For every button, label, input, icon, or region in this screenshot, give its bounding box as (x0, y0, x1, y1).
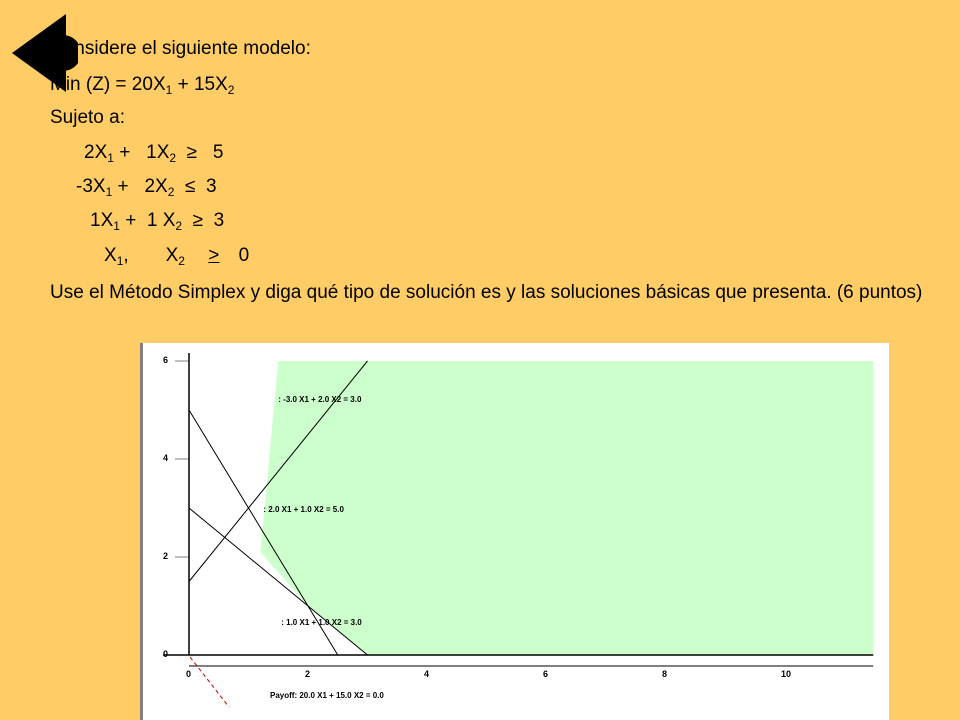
question-text: Use el Método Simplex y diga qué tipo de solución es y las soluciones básicas que presenta. (6 puntos) (50, 282, 923, 303)
feasible-region-chart (143, 343, 889, 720)
constraint-2: $-3X_1 + 2X_2 \le 3$ (76, 176, 217, 199)
constraint-label-2: : 2.0 X1 + 1.0 X2 = 5.0 (263, 505, 344, 515)
x-tick-label: 8 (662, 669, 668, 679)
nonnegativity-constraint: $X_1$, $X_2 > 0$ (104, 245, 250, 268)
constraint-label-3: : 1.0 X1 + 1.0 X2 = 3.0 (281, 618, 362, 628)
constraint-label-1: : -3.0 X1 + 2.0 X2 = 3.0 (278, 395, 362, 405)
objective-function: Min $(Z) = 20X_1 + 15X_2$ (50, 74, 235, 97)
graph-panel (140, 343, 889, 720)
constraint-1: $2X_1 + 1X_2 \ge 5$ (84, 142, 224, 165)
x-tick-label: 6 (543, 669, 549, 679)
feasible-region (260, 361, 873, 655)
x-tick-label: 10 (781, 669, 792, 679)
x-tick-label: 2 (305, 669, 311, 679)
y-tick-label: 4 (163, 453, 169, 463)
y-tick-label: 2 (163, 551, 169, 561)
y-tick-label: 0 (163, 649, 169, 659)
intro-text: Considere el siguiente modelo: (50, 38, 311, 59)
payoff-label: Payoff: 20.0 X1 + 15.0 X2 = 0.0 (270, 691, 384, 700)
subject-to-label: Sujeto a: (50, 107, 125, 128)
payoff-line (190, 657, 229, 707)
constraint-3: $1X_1 + 1$ $X_2 \ge 3$ (90, 210, 225, 233)
x-tick-label: 0 (186, 669, 192, 679)
x-tick-label: 4 (424, 669, 430, 679)
y-tick-label: 6 (163, 355, 169, 365)
